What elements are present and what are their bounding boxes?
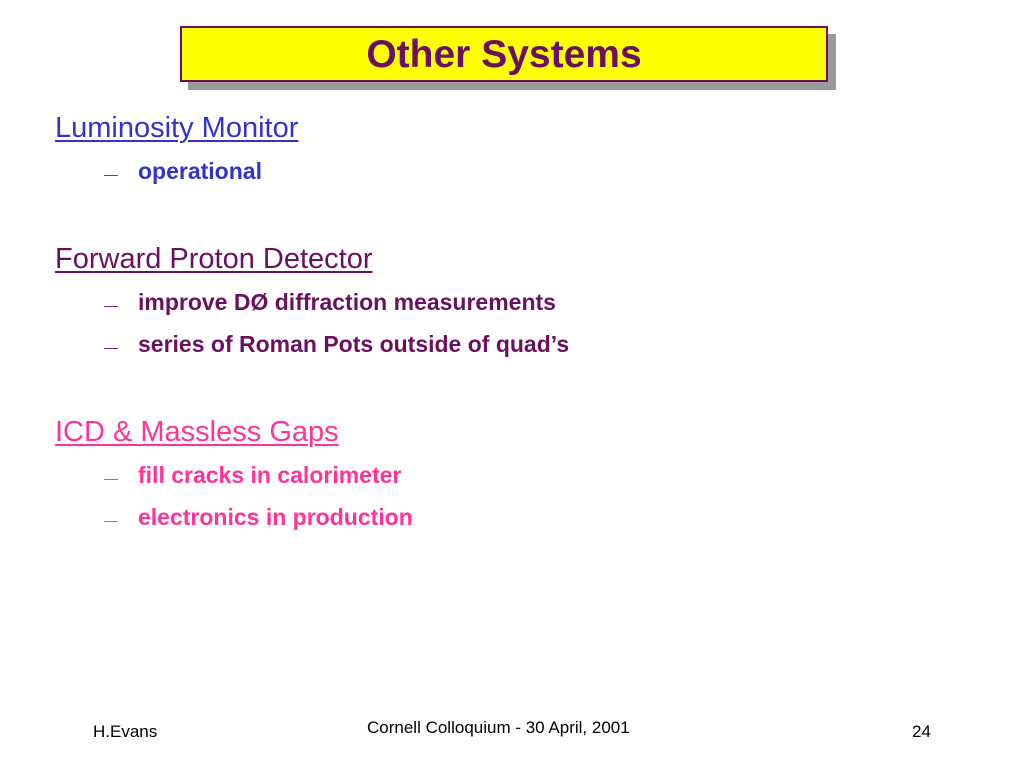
section-heading-luminosity-monitor: Luminosity Monitor bbox=[55, 112, 299, 144]
bullet-text: series of Roman Pots outside of quad’s bbox=[138, 331, 570, 357]
bullet-item bbox=[104, 462, 401, 489]
dash-bullet-icon: — bbox=[104, 297, 118, 313]
section-heading-icd-massless-gaps: ICD & Massless Gaps bbox=[55, 416, 339, 448]
bullet-text: fill cracks in calorimeter bbox=[138, 462, 402, 488]
slide-title: Other Systems bbox=[366, 32, 642, 76]
bullet-item bbox=[104, 504, 413, 531]
bullet-text: electronics in production bbox=[138, 504, 413, 530]
dash-bullet-icon: — bbox=[104, 470, 118, 486]
footer-author: H.Evans bbox=[93, 722, 158, 741]
bullet-item bbox=[104, 331, 569, 358]
bullet-text: improve DØ diffraction measurements bbox=[138, 289, 556, 315]
bullet-text: operational bbox=[138, 158, 262, 184]
footer-page-number: 24 bbox=[912, 722, 931, 741]
bullet-item bbox=[104, 289, 556, 316]
title-box bbox=[180, 26, 828, 82]
bullet-item bbox=[104, 158, 262, 185]
dash-bullet-icon: — bbox=[104, 166, 118, 182]
dash-bullet-icon: — bbox=[104, 339, 118, 355]
section-heading-forward-proton-detector: Forward Proton Detector bbox=[55, 243, 373, 275]
dash-bullet-icon: — bbox=[104, 512, 118, 528]
footer-event: Cornell Colloquium - 30 April, 2001 bbox=[367, 718, 630, 737]
